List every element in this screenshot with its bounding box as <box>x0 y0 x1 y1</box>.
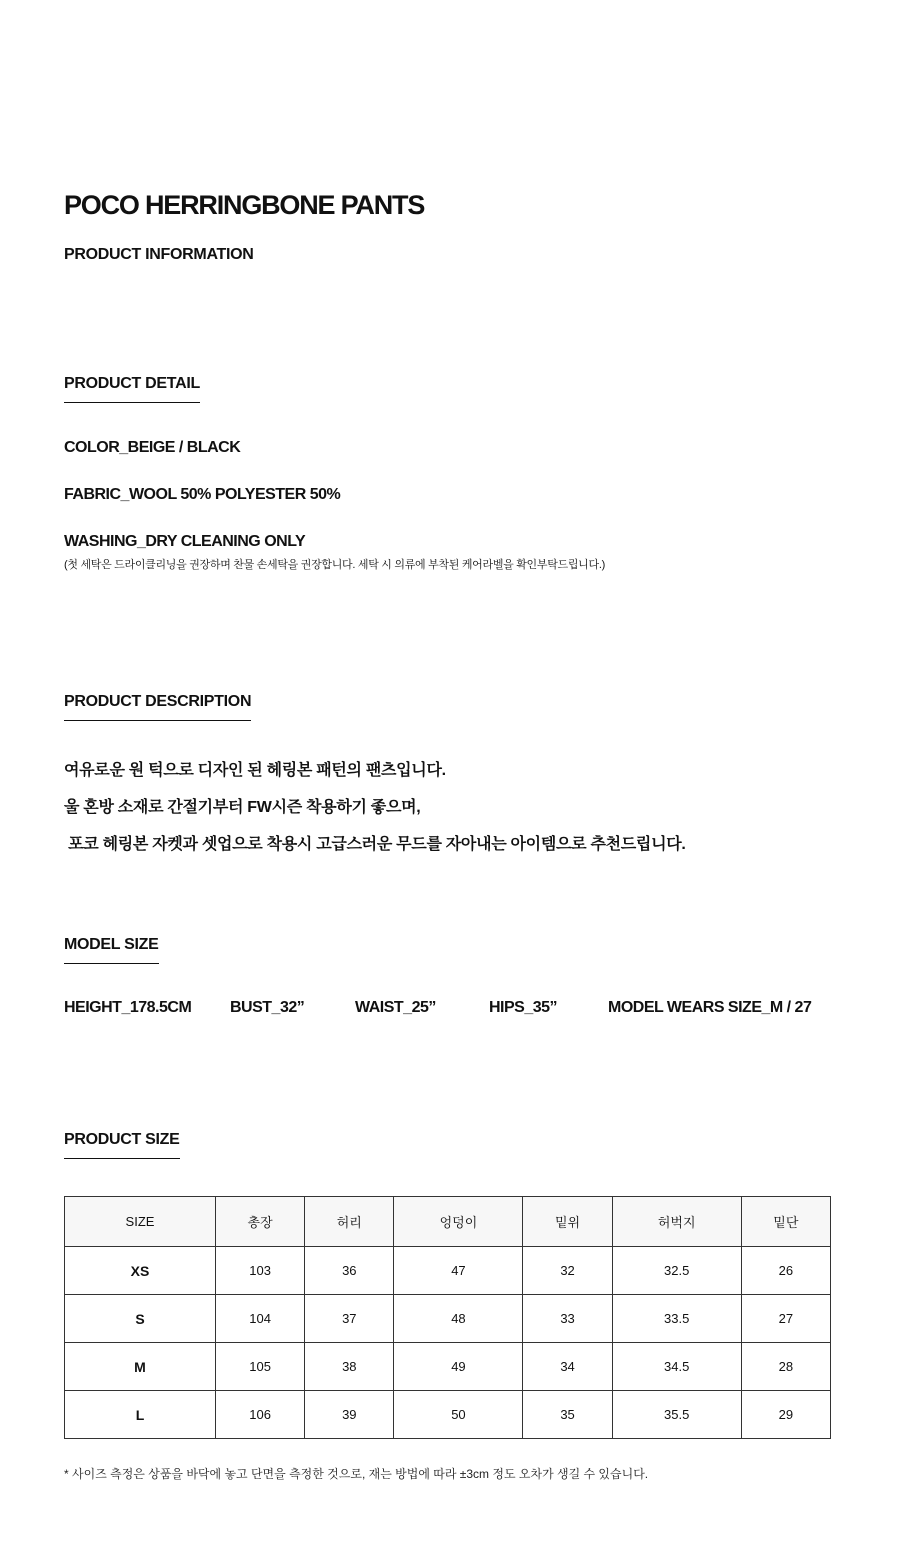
measurement-cell: 32.5 <box>612 1247 741 1295</box>
table-row <box>65 1247 831 1295</box>
measurement-cell: 48 <box>394 1295 523 1343</box>
table-row <box>65 1343 831 1391</box>
measurement-cell: 29 <box>741 1391 830 1439</box>
model-wears: MODEL WEARS SIZE_M / 27 <box>608 999 812 1016</box>
model-size-heading: MODEL SIZE <box>64 936 159 964</box>
measurement-cell: 105 <box>216 1343 305 1391</box>
washing-line: WASHING_DRY CLEANING ONLY <box>64 533 306 550</box>
measurement-cell: 35.5 <box>612 1391 741 1439</box>
description-line: 포코 헤링본 자켓과 셋업으로 착용시 고급스러운 무드를 자아내는 아이템으로 추천드립니다. <box>64 836 686 853</box>
measurement-cell: 49 <box>394 1343 523 1391</box>
column-header: 밑단 <box>741 1197 830 1247</box>
model-hips: HIPS_35” <box>489 999 558 1016</box>
model-height: HEIGHT_178.5CM <box>64 999 192 1016</box>
product-information-label: PRODUCT INFORMATION <box>64 246 254 263</box>
column-header: 총장 <box>216 1197 305 1247</box>
table-row <box>65 1391 831 1439</box>
size-note: * 사이즈 측정은 상품을 바닥에 놓고 단면을 측정한 것으로, 재는 방법에 따라 ±3cm 정도 오차가 생길 수 있습니다. <box>64 1467 649 1481</box>
measurement-cell: 38 <box>305 1343 394 1391</box>
measurement-cell: 37 <box>305 1295 394 1343</box>
measurement-cell: 35 <box>523 1391 612 1439</box>
measurement-cell: 39 <box>305 1391 394 1439</box>
measurement-cell: 33 <box>523 1295 612 1343</box>
measurement-cell: 36 <box>305 1247 394 1295</box>
measurement-cell: 106 <box>216 1391 305 1439</box>
measurement-cell: 33.5 <box>612 1295 741 1343</box>
description-line: 여유로운 원 턱으로 디자인 된 헤링본 패턴의 팬츠입니다. <box>64 762 446 779</box>
table-row <box>65 1295 831 1343</box>
fabric-line: FABRIC_WOOL 50% POLYESTER 50% <box>64 486 341 503</box>
color-line: COLOR_BEIGE / BLACK <box>64 439 241 456</box>
measurement-cell: 34.5 <box>612 1343 741 1391</box>
model-waist: WAIST_25” <box>355 999 436 1016</box>
table-header-row <box>65 1197 831 1247</box>
size-label-cell: M <box>65 1343 216 1391</box>
measurement-cell: 104 <box>216 1295 305 1343</box>
size-label-cell: L <box>65 1391 216 1439</box>
measurement-cell: 50 <box>394 1391 523 1439</box>
measurement-cell: 103 <box>216 1247 305 1295</box>
column-header: 엉덩이 <box>394 1197 523 1247</box>
product-title: POCO HERRINGBONE PANTS <box>64 190 425 220</box>
column-header: 허벅지 <box>612 1197 741 1247</box>
column-header: 허리 <box>305 1197 394 1247</box>
column-header: SIZE <box>65 1197 216 1247</box>
washing-note: (첫 세탁은 드라이클리닝을 권장하며 찬물 손세탁을 권장합니다. 세탁 시 의류에 부착된 케어라벨을 확인부탁드립니다.) <box>64 559 605 571</box>
model-bust: BUST_32” <box>230 999 305 1016</box>
description-line: 울 혼방 소재로 간절기부터 FW시즌 착용하기 좋으며, <box>64 799 421 816</box>
product-detail-heading: PRODUCT DETAIL <box>64 375 200 403</box>
size-table <box>64 1196 831 1439</box>
product-description-heading: PRODUCT DESCRIPTION <box>64 693 251 721</box>
column-header: 밑위 <box>523 1197 612 1247</box>
measurement-cell: 28 <box>741 1343 830 1391</box>
size-label-cell: XS <box>65 1247 216 1295</box>
measurement-cell: 47 <box>394 1247 523 1295</box>
measurement-cell: 32 <box>523 1247 612 1295</box>
measurement-cell: 34 <box>523 1343 612 1391</box>
measurement-cell: 27 <box>741 1295 830 1343</box>
measurement-cell: 26 <box>741 1247 830 1295</box>
product-size-heading: PRODUCT SIZE <box>64 1131 180 1159</box>
size-label-cell: S <box>65 1295 216 1343</box>
